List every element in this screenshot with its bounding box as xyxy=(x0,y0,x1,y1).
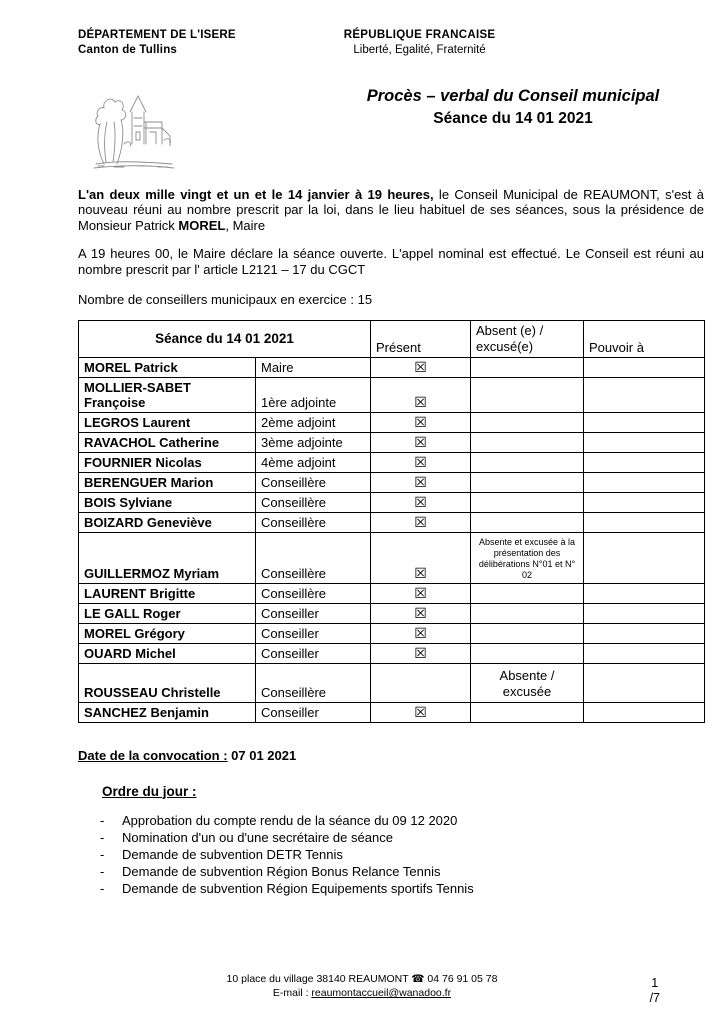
attendance-row xyxy=(79,377,705,412)
absent-cell xyxy=(471,377,584,412)
email-label: E-mail : xyxy=(272,987,312,999)
attendance-rows xyxy=(79,357,705,722)
member-role-cell: Conseiller xyxy=(256,643,371,663)
absent-note: Absente et excusée à la présentation des délibérations N°01 et N° 02 xyxy=(478,536,576,580)
seance-header-cell: Séance du 14 01 2021 xyxy=(79,321,371,357)
pouvoir-header-cell: Pouvoir à xyxy=(584,321,705,357)
attendance-row xyxy=(79,357,705,377)
agenda-item-label: Approbation du compte rendu de la séance du 09 12 2020 xyxy=(122,813,458,829)
agenda-list xyxy=(78,812,704,897)
present-cell xyxy=(371,377,471,412)
member-role-cell: Conseiller xyxy=(256,603,371,623)
pouvoir-cell xyxy=(584,603,705,623)
checked-checkbox-icon: ☒ xyxy=(414,453,427,470)
attendance-row xyxy=(79,583,705,603)
council-count-line: Nombre de conseillers municipaux en exercice : 15 xyxy=(78,292,373,308)
agenda-item xyxy=(100,880,704,897)
absent-cell xyxy=(471,663,584,702)
absent-cell xyxy=(471,512,584,532)
present-cell xyxy=(371,623,471,643)
member-name-cell: OUARD Michel xyxy=(79,643,256,663)
absent-cell xyxy=(471,357,584,377)
agenda-item-label: Demande de subvention Région Equipements sportifs Tennis xyxy=(122,881,474,897)
footer-phone: 04 76 91 05 78 xyxy=(424,973,498,985)
agenda-item xyxy=(100,863,704,880)
attendance-row xyxy=(79,623,705,643)
present-cell xyxy=(371,412,471,432)
member-role-cell: Conseillère xyxy=(256,492,371,512)
present-cell xyxy=(371,492,471,512)
title-block xyxy=(322,82,704,174)
attendance-row xyxy=(79,472,705,492)
member-role-cell: 3ème adjointe xyxy=(256,432,371,452)
intro-text: le Conseil Municipal de REAUMONT, s'est à nouveau réuni au nombre prescrit par la loi, dans le lieu habituel de ses séances, sous la présidence de Monsieur Patrick xyxy=(78,186,704,233)
present-cell xyxy=(371,512,471,532)
checked-checkbox-icon: ☒ xyxy=(414,358,427,375)
member-name-cell: GUILLERMOZ Myriam xyxy=(79,532,256,583)
pouvoir-cell xyxy=(584,492,705,512)
pouvoir-cell xyxy=(584,432,705,452)
pouvoir-cell xyxy=(584,412,705,432)
member-name-cell: LAURENT Brigitte xyxy=(79,583,256,603)
page-number: 1 xyxy=(651,976,659,990)
agenda-item xyxy=(100,846,704,863)
intro-tail: , Maire xyxy=(225,217,266,233)
member-name-cell: MOLLIER-SABET Françoise xyxy=(79,377,256,412)
pouvoir-cell xyxy=(584,643,705,663)
member-role-cell: Maire xyxy=(256,357,371,377)
agenda-item xyxy=(100,812,704,829)
member-role-cell: Conseillère xyxy=(256,472,371,492)
pouvoir-cell xyxy=(584,702,705,722)
checked-checkbox-icon: ☒ xyxy=(414,473,427,490)
dash-marker: - xyxy=(100,881,105,897)
present-cell xyxy=(371,603,471,623)
attendance-row xyxy=(79,512,705,532)
attendance-table xyxy=(78,320,705,722)
present-cell xyxy=(371,583,471,603)
member-name-cell: ROUSSEAU Christelle xyxy=(79,663,256,702)
absent-cell xyxy=(471,412,584,432)
member-name-cell: BOIS Sylviane xyxy=(79,492,256,512)
member-role-cell: 2ème adjoint xyxy=(256,412,371,432)
dash-marker: - xyxy=(100,847,105,863)
agenda-item-label: Nomination d'un ou d'une secrétaire de séance xyxy=(122,830,393,846)
convocation-date: 07 01 2021 xyxy=(227,747,297,763)
member-name-cell: LE GALL Roger xyxy=(79,603,256,623)
member-name-cell: FOURNIER Nicolas xyxy=(79,452,256,472)
member-name-cell: SANCHEZ Benjamin xyxy=(79,702,256,722)
absent-cell xyxy=(471,452,584,472)
attendance-row xyxy=(79,603,705,623)
intro-paragraph-2: A 19 heures 00, le Maire déclare la séance ouverte. L'appel nominal est effectué. Le Conseil est réuni au nombre prescrit par l' article L2121 – 17 du CGCT xyxy=(78,246,704,277)
absent-header-cell xyxy=(471,321,584,357)
page-total: /7 xyxy=(649,991,660,1005)
intro-bold-lead: L'an deux mille vingt et un et le 14 janvier à 19 heures, xyxy=(78,186,434,202)
attendance-row xyxy=(79,702,705,722)
checked-checkbox-icon: ☒ xyxy=(414,703,427,720)
title-row xyxy=(78,82,704,174)
present-cell xyxy=(371,702,471,722)
absent-header-line1: Absent (e) / xyxy=(476,323,544,339)
absent-header-line2: excusé(e) xyxy=(476,338,534,354)
absent-note: Absente / excusée xyxy=(499,667,555,699)
page-number-block xyxy=(650,976,660,1006)
absent-cell xyxy=(471,472,584,492)
present-cell xyxy=(371,357,471,377)
absent-cell xyxy=(471,702,584,722)
department-label: DÉPARTEMENT DE L'ISERE xyxy=(78,29,236,41)
absent-cell xyxy=(471,623,584,643)
email-link[interactable]: reaumontaccueil@wanadoo.fr xyxy=(311,987,452,999)
member-role-cell: Conseiller xyxy=(256,702,371,722)
canton-label: Canton de Tullins xyxy=(78,43,178,56)
pouvoir-cell xyxy=(584,583,705,603)
agenda-item-label: Demande de subvention Région Bonus Relance Tennis xyxy=(122,864,441,880)
attendance-row xyxy=(79,412,705,432)
pouvoir-cell xyxy=(584,357,705,377)
checked-checkbox-icon: ☒ xyxy=(414,604,427,621)
checked-checkbox-icon: ☒ xyxy=(414,433,427,450)
member-role-cell: Conseillère xyxy=(256,512,371,532)
member-role-cell: 1ère adjointe xyxy=(256,377,371,412)
footer-email-line xyxy=(0,986,724,1000)
dash-marker: - xyxy=(100,813,105,829)
pouvoir-cell xyxy=(584,452,705,472)
pouvoir-cell xyxy=(584,663,705,702)
absent-cell xyxy=(471,583,584,603)
present-cell xyxy=(371,452,471,472)
pouvoir-cell xyxy=(584,532,705,583)
attendance-row xyxy=(79,432,705,452)
member-role-cell: Conseillère xyxy=(256,532,371,583)
checked-checkbox-icon: ☒ xyxy=(414,644,427,661)
document-title: Procès – verbal du Conseil municipal xyxy=(366,86,660,105)
absent-cell xyxy=(471,532,584,583)
checked-checkbox-icon: ☒ xyxy=(414,413,427,430)
absent-cell xyxy=(471,643,584,663)
devise-label: Liberté, Egalité, Fraternité xyxy=(353,43,486,56)
checked-checkbox-icon: ☒ xyxy=(414,564,427,581)
republique-block xyxy=(344,28,496,58)
member-name-cell: MOREL Grégory xyxy=(79,623,256,643)
mayor-name: MOREL xyxy=(178,217,226,233)
member-name-cell: LEGROS Laurent xyxy=(79,412,256,432)
agenda-item-label: Demande de subvention DETR Tennis xyxy=(122,847,343,863)
attendance-header-row xyxy=(79,321,705,357)
member-name-cell: BERENGUER Marion xyxy=(79,472,256,492)
phone-icon: ☎ xyxy=(411,973,425,985)
page-footer xyxy=(0,972,724,1000)
present-cell xyxy=(371,663,471,702)
attendance-row xyxy=(79,532,705,583)
checked-checkbox-icon: ☒ xyxy=(414,493,427,510)
attendance-row xyxy=(79,643,705,663)
village-church-sketch-logo xyxy=(84,82,184,172)
checked-checkbox-icon: ☒ xyxy=(414,393,427,410)
document-header xyxy=(78,28,704,58)
attendance-row xyxy=(79,452,705,472)
convocation-label: Date de la convocation : xyxy=(78,747,228,763)
agenda-item xyxy=(100,829,704,846)
pouvoir-cell xyxy=(584,377,705,412)
absent-cell xyxy=(471,603,584,623)
member-role-cell: 4ème adjoint xyxy=(256,452,371,472)
present-cell xyxy=(371,643,471,663)
pouvoir-cell xyxy=(584,623,705,643)
republique-label: RÉPUBLIQUE FRANCAISE xyxy=(343,29,496,41)
convocation-line xyxy=(78,748,704,763)
department-block xyxy=(78,28,236,58)
present-cell xyxy=(371,472,471,492)
footer-address: 10 place du village 38140 REAUMONT xyxy=(226,973,412,985)
absent-cell xyxy=(471,492,584,512)
intro-paragraph-1 xyxy=(78,187,704,234)
footer-address-line xyxy=(0,972,724,986)
absent-cell xyxy=(471,432,584,452)
pouvoir-cell xyxy=(584,512,705,532)
checked-checkbox-icon: ☒ xyxy=(414,584,427,601)
attendance-row xyxy=(79,492,705,512)
member-name-cell: MOREL Patrick xyxy=(79,357,256,377)
document-subtitle: Séance du 14 01 2021 xyxy=(433,110,593,128)
member-role-cell: Conseillère xyxy=(256,663,371,702)
dash-marker: - xyxy=(100,864,105,880)
present-cell xyxy=(371,532,471,583)
agenda-heading: Ordre du jour : xyxy=(102,783,197,799)
present-header-cell: Présent xyxy=(371,321,471,357)
present-cell xyxy=(371,432,471,452)
member-name-cell: BOIZARD Geneviève xyxy=(79,512,256,532)
attendance-row xyxy=(79,663,705,702)
member-role-cell: Conseillère xyxy=(256,583,371,603)
member-name-cell: RAVACHOL Catherine xyxy=(79,432,256,452)
dash-marker: - xyxy=(100,830,105,846)
checked-checkbox-icon: ☒ xyxy=(414,513,427,530)
checked-checkbox-icon: ☒ xyxy=(414,624,427,641)
pouvoir-cell xyxy=(584,472,705,492)
member-role-cell: Conseiller xyxy=(256,623,371,643)
